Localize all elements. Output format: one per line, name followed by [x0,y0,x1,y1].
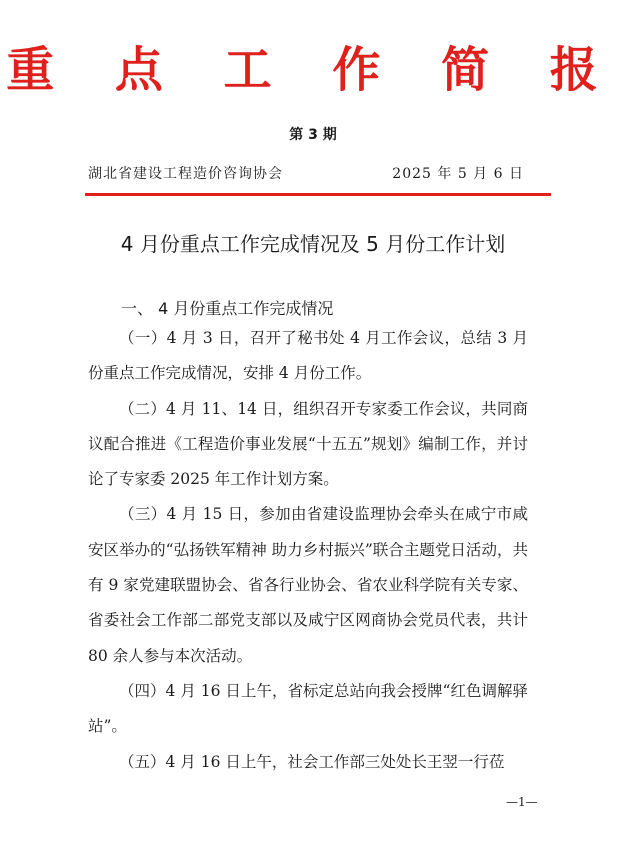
body-text [88,321,528,780]
paragraph-5: （五）4 月 16 日上午，社会工作部三处处长王翌一行莅 [119,752,505,771]
organization-name: 湖北省建设工程造价咨询协会 [88,166,283,182]
document-title: 4 月份重点工作完成情况及 5 月份工作计划 [120,232,506,256]
paragraph-1: （一）4 月 3 日，召开了秘书处 4 月工作会议，总结 3 月份重点工作完成情况，安排 4 月份工作。 [88,329,528,383]
newsletter-masthead: 重 点 工 作 简 报 [6,42,620,98]
publication-date: 2025 年 5 月 6 日 [392,166,524,182]
paragraph-4: （四）4 月 16 日上午，省标定总站向我会授牌“红色调解驿站”。 [88,681,528,736]
red-divider-line [85,193,551,196]
paragraph-2: （二）4 月 11、14 日，组织召开专家委工作会议，共同商议配合推进《工程造价事业发展“十五五”规划》编制工作，并讨论了专家委 2025 年工作计划方案。 [88,399,528,489]
page-number: —1— [506,795,538,809]
issue-number: 第 3 期 [289,127,337,143]
publication-meta [88,163,524,183]
section-heading: 一、 4 月份重点工作完成情况 [121,299,334,318]
paragraph-3: （三）4 月 15 日，参加由省建设监理协会牵头在咸宁市咸安区举办的“弘扬铁军精神 助力乡村振兴”联合主题党日活动，共有 9 家党建联盟协会、省各行业协会、省农业科学院有关专家、省委社会工作部二部党支部以及咸宁区网商协会党员代表，共计 80 余人参与本次活动。 [88,505,528,665]
